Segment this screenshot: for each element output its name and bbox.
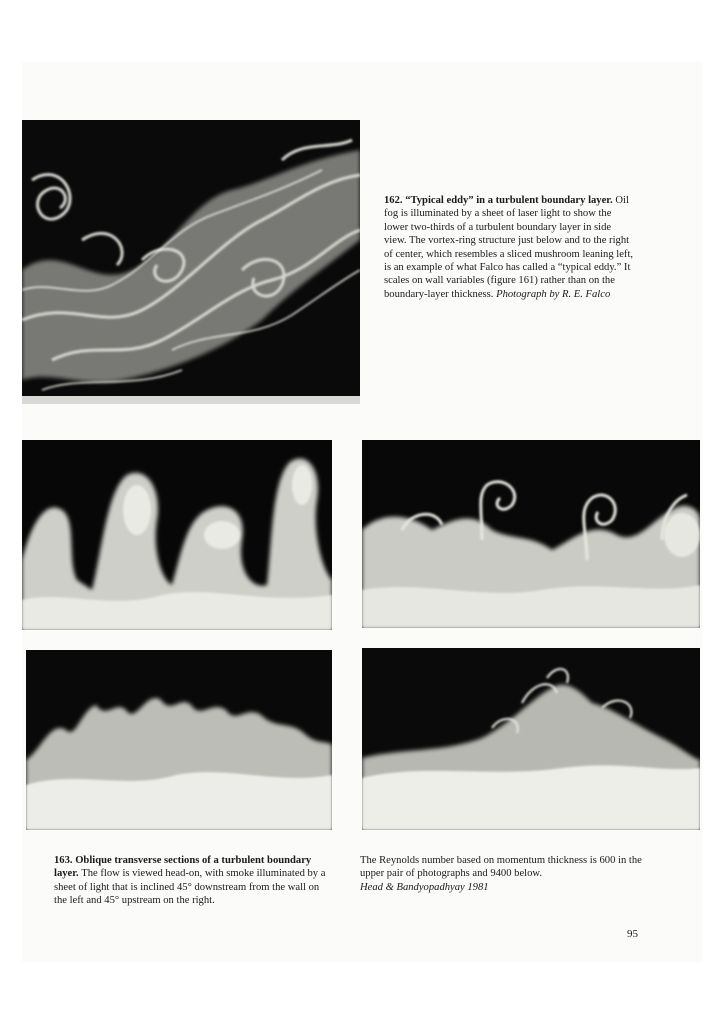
figure-163-title: Oblique transverse sections of a turbulent boundary layer. bbox=[54, 855, 312, 880]
mushroom-vortices-image bbox=[362, 440, 700, 628]
high-reynolds-smoke-image bbox=[362, 648, 700, 830]
figure-163-body: The flow is viewed head-on, with smoke illuminated by a sheet of light that is inclined 45° downstream from the wall on the left and 45° upstream on the right. bbox=[54, 868, 326, 907]
figure-163-caption-continued bbox=[360, 854, 642, 894]
figure-163-credit: Head & Bandyopadhyay 1981 bbox=[360, 881, 489, 893]
figure-163-continuation: The Reynolds number based on momentum thickness is 600 in the upper pair of photographs and 9400 below. bbox=[360, 855, 642, 880]
figure-163-photo-upper-left bbox=[22, 440, 332, 630]
figure-163-photo-lower-left bbox=[26, 650, 332, 830]
figure-163-photo-upper-right bbox=[362, 440, 700, 628]
figure-163-photo-lower-right bbox=[362, 648, 700, 830]
typical-eddy-image bbox=[22, 120, 360, 404]
figure-162-credit: Photograph by R. E. Falco bbox=[496, 288, 611, 300]
figure-163-caption bbox=[54, 854, 334, 908]
page-number: 95 bbox=[627, 928, 638, 940]
fine-turbulence-image bbox=[26, 650, 332, 830]
figure-162-caption bbox=[384, 194, 634, 301]
figure-162-number: 162. bbox=[384, 195, 406, 206]
figure-163-number: 163. bbox=[54, 855, 76, 866]
figure-162-body: Oil fog is illuminated by a sheet of laser light to show the lower two-thirds of a turbulent boundary layer in side view. The vortex-ring structure just below and to the right of center, which resembles a sliced mushroom leaning left, is an example of what Falco has called a “typical eddy.” It scales on wall variables (figure 161) rather than on the boundary-layer thickness. bbox=[384, 195, 634, 300]
book-page bbox=[22, 62, 702, 962]
figure-162-title: “Typical eddy” in a turbulent boundary layer. bbox=[405, 195, 616, 206]
smoke-plumes-image bbox=[22, 440, 332, 630]
figure-162-photo bbox=[22, 120, 360, 404]
